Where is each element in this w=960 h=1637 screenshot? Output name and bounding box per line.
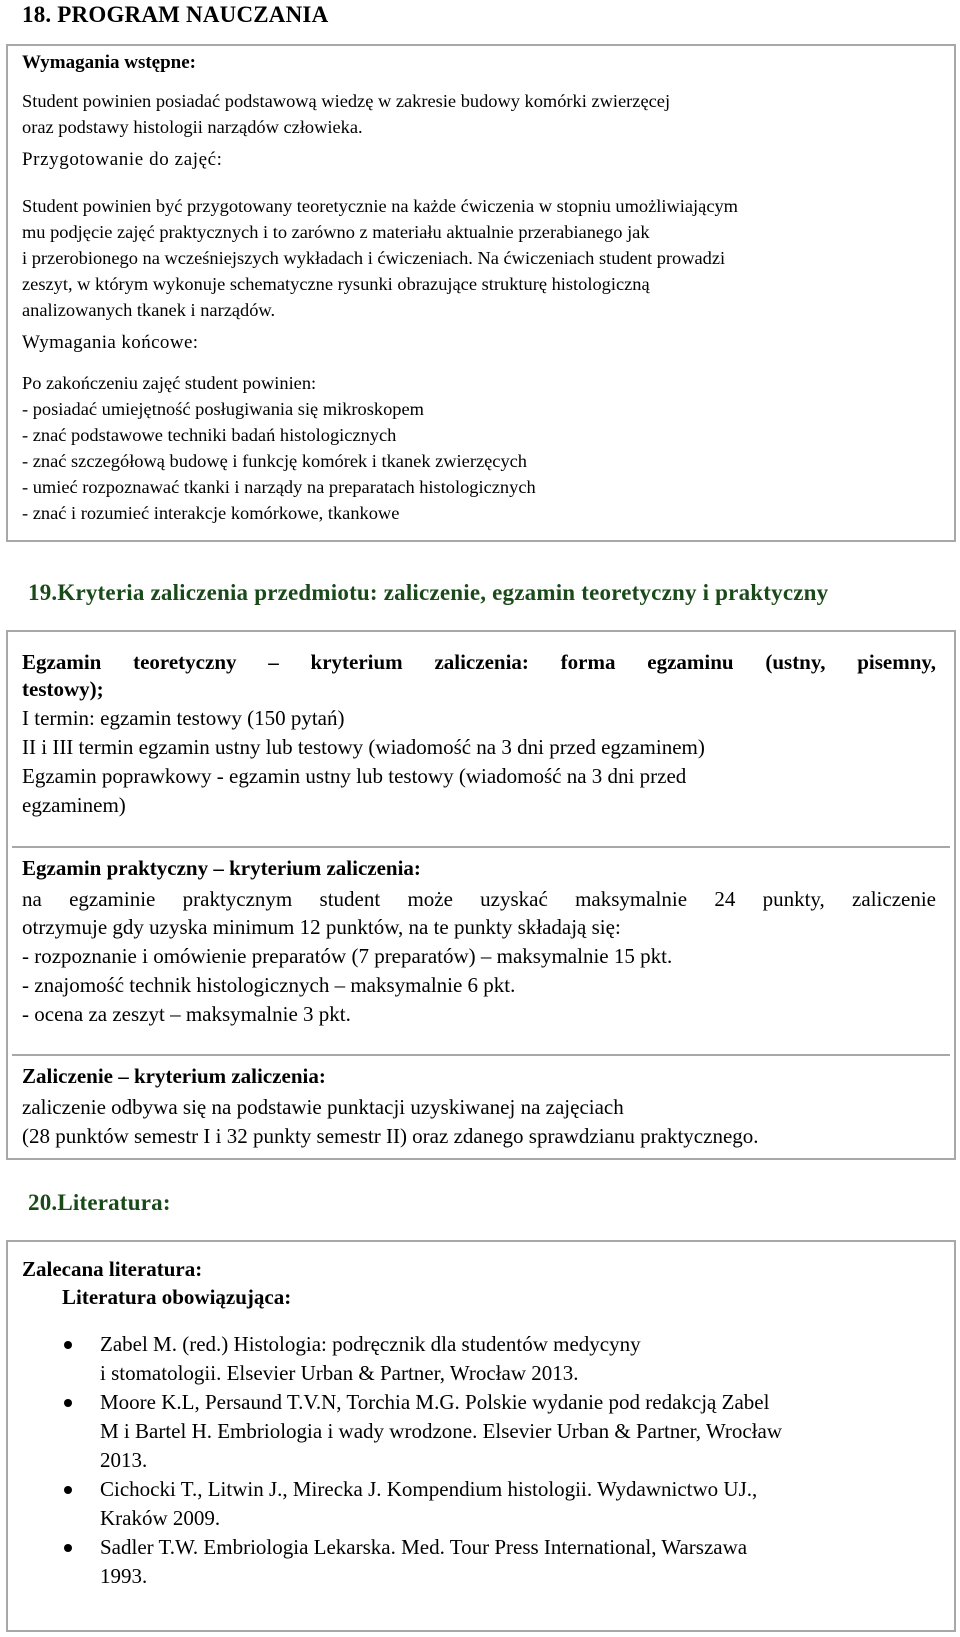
practical-exam-heading: Egzamin praktyczny – kryterium zaliczenia:: [22, 856, 421, 880]
preparation-line-2: mu podjęcie zajęć praktycznych i to zarówno z materiału aktualnie przerabianego jak: [22, 222, 650, 242]
theory-exam-line-4: egzaminem): [22, 793, 126, 817]
literature-item-2-line-2: M i Bartel H. Embriologia i wady wrodzone. Elsevier Urban & Partner, Wrocław: [100, 1419, 782, 1443]
practical-exam-line-1: na egzaminie praktycznym student może uzyskać maksymalnie 24 punkty, zaliczenie: [22, 887, 936, 911]
prerequisites-line-2: oraz podstawy histologii narządów człowieka.: [22, 117, 363, 137]
final-requirements-line-1: Po zakończeniu zajęć student powinien:: [22, 373, 317, 393]
literature-item-1-line-2: i stomatologii. Elsevier Urban & Partner, Wrocław 2013.: [100, 1361, 579, 1385]
preparation-line-5: analizowanych tkanek i narządów.: [22, 300, 276, 320]
literature-item-2-line-1: Moore K.L, Persaund T.V.N, Torchia M.G. Polskie wydanie pod redakcją Zabel: [100, 1390, 770, 1414]
prerequisites-heading: Wymagania wstępne:: [22, 52, 196, 73]
theory-exam-line-2: II i III termin egzamin ustny lub testowy (wiadomość na 3 dni przed egzaminem): [22, 735, 705, 759]
theory-exam-heading: Egzamin teoretyczny – kryterium zaliczenia: forma egzaminu (ustny, pisemny,: [22, 650, 936, 674]
section-title-program: 18. PROGRAM NAUCZANIA: [22, 2, 329, 27]
preparation-line-4: zeszyt, w którym wykonuje schematyczne rysunki obrazujące strukturę histologiczną: [22, 274, 650, 294]
final-requirements-line-2: - posiadać umiejętność posługiwania się mikroskopem: [22, 399, 424, 419]
final-requirements-line-4: - znać szczegółową budowę i funkcję komórek i tkanek zwierzęcych: [22, 451, 527, 471]
list-bullet: [64, 1341, 72, 1349]
literature-item-4-line-2: 1993.: [100, 1564, 148, 1588]
literature-item-2-line-3: 2013.: [100, 1448, 148, 1472]
preparation-heading: Przygotowanie do zajęć:: [22, 149, 223, 170]
section-title-criteria: 19.Kryteria zaliczenia przedmiotu: zaliczenie, egzamin teoretyczny i praktyczny: [28, 580, 829, 605]
literature-item-4-line-1: Sadler T.W. Embriologia Lekarska. Med. Tour Press International, Warszawa: [100, 1535, 748, 1559]
section-title-literature: 20.Literatura:: [28, 1190, 171, 1215]
criteria-divider-1: [12, 846, 950, 848]
practical-exam-line-2: otrzymuje gdy uzyska minimum 12 punktów, na te punkty składają się:: [22, 915, 621, 939]
theory-exam-heading-cont: testowy);: [22, 677, 104, 701]
final-requirements-line-6: - znać i rozumieć interakcje komórkowe, tkankowe: [22, 503, 400, 523]
recommended-literature-heading: Zalecana literatura:: [22, 1257, 203, 1281]
practical-exam-line-3: - rozpoznanie i omówienie preparatów (7 preparatów) – maksymalnie 15 pkt.: [22, 944, 673, 968]
credit-heading: Zaliczenie – kryterium zaliczenia:: [22, 1064, 326, 1088]
practical-exam-line-4: - znajomość technik histologicznych – maksymalnie 6 pkt.: [22, 973, 516, 997]
literature-item-1-line-1: Zabel M. (red.) Histologia: podręcznik dla studentów medycyny: [100, 1332, 641, 1356]
credit-line-2: (28 punktów semestr I i 32 punkty semestr II) oraz zdanego sprawdzianu praktycznego.: [22, 1124, 759, 1148]
preparation-line-1: Student powinien być przygotowany teoretycznie na każde ćwiczenia w stopniu umożliwiającym: [22, 196, 738, 216]
practical-exam-line-5: - ocena za zeszyt – maksymalnie 3 pkt.: [22, 1002, 351, 1026]
list-bullet: [64, 1486, 72, 1494]
credit-line-1: zaliczenie odbywa się na podstawie punktacji uzyskiwanej na zajęciach: [22, 1095, 624, 1119]
prerequisites-line-1: Student powinien posiadać podstawową wiedzę w zakresie budowy komórki zwierzęcej: [22, 91, 671, 111]
preparation-line-3: i przerobionego na wcześniejszych wykładach i ćwiczeniach. Na ćwiczeniach student prowadzi: [22, 248, 726, 268]
theory-exam-line-3: Egzamin poprawkowy - egzamin ustny lub testowy (wiadomość na 3 dni przed: [22, 764, 687, 788]
final-requirements-line-3: - znać podstawowe techniki badań histologicznych: [22, 425, 397, 445]
final-requirements-line-5: - umieć rozpoznawać tkanki i narządy na preparatach histologicznych: [22, 477, 536, 497]
list-bullet: [64, 1399, 72, 1407]
list-bullet: [64, 1544, 72, 1552]
required-literature-heading: Literatura obowiązująca:: [62, 1285, 292, 1309]
literature-item-3-line-1: Cichocki T., Litwin J., Mirecka J. Kompendium histologii. Wydawnictwo UJ.,: [100, 1477, 758, 1501]
final-requirements-heading: Wymagania końcowe:: [22, 332, 199, 353]
literature-item-3-line-2: Kraków 2009.: [100, 1506, 221, 1530]
criteria-divider-2: [12, 1054, 950, 1056]
theory-exam-line-1: I termin: egzamin testowy (150 pytań): [22, 706, 345, 730]
